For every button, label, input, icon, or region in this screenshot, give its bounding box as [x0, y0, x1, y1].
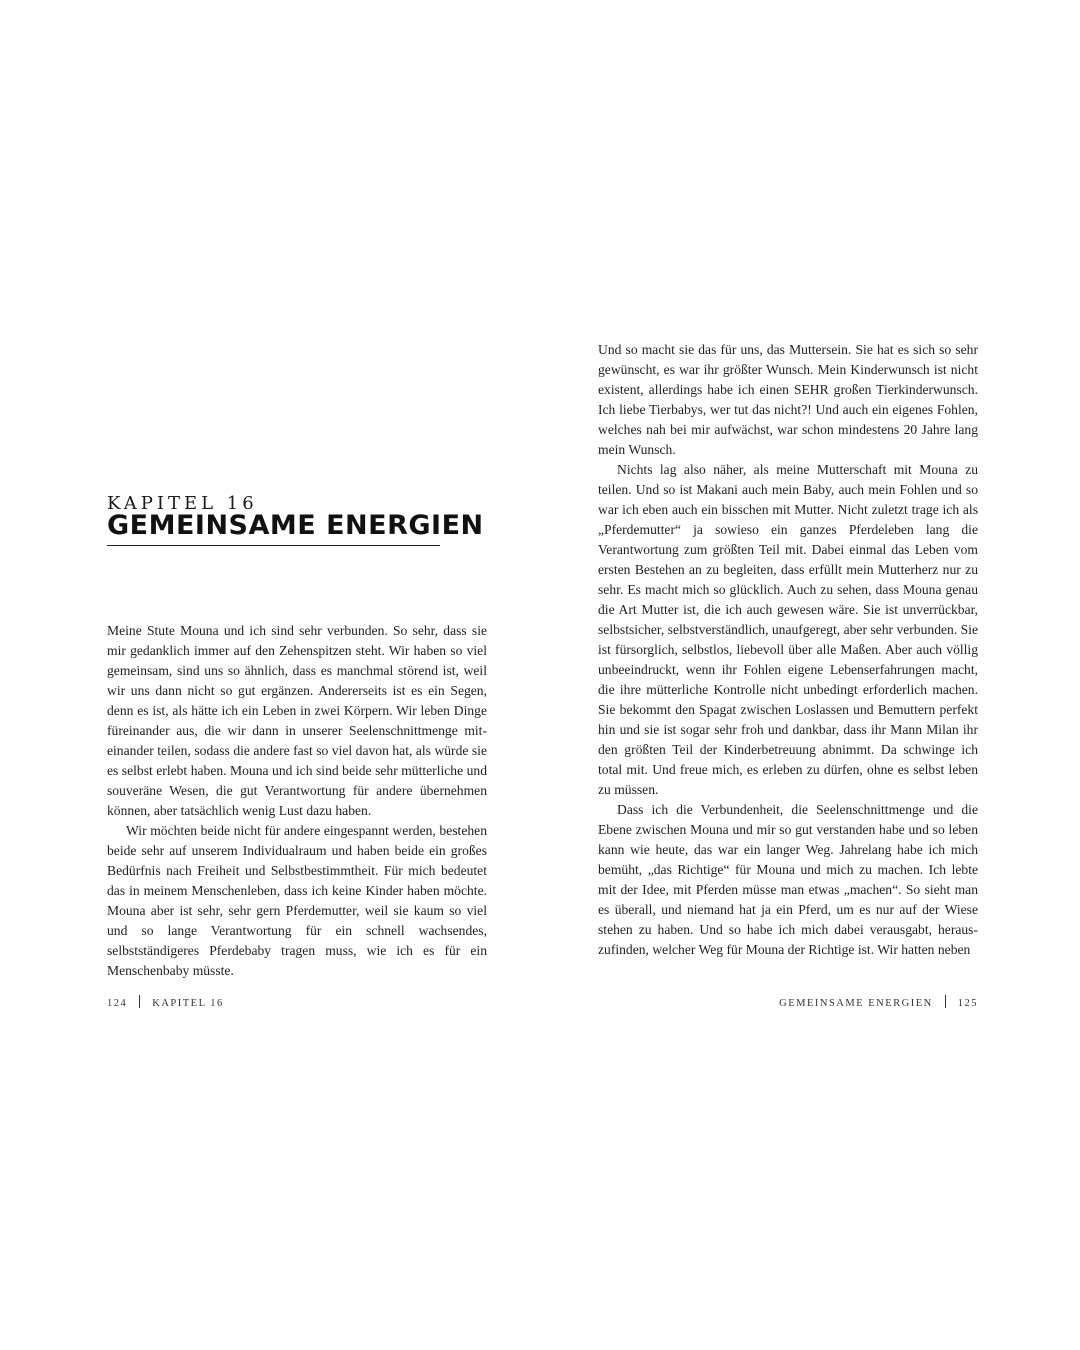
running-head: GEMEINSAME ENERGIEN	[779, 998, 933, 1009]
paragraph: Meine Stute Mouna und ich sind sehr verbunden. So sehr, dass sie mir gedanklich immer auf den Zehenspitzen steht. Wir haben so viel gemeinsam, sind uns so ähnlich, dass es manchmal störend ist, weil wir uns dann nicht so gut ergänzen. Andererseits ist es ein Segen, denn es ist, als hätte ich ein Leben in zwei Körpern. Wir leben Dinge füreinander aus, die wir dann in unserer Seelenschnittmenge miteinander teilen, sodass die andere fast so viel davon hat, als würde sie es selbst erlebt haben. Mouna und ich sind beide sehr mütterliche und souveräne Wesen, die gut Verantwortung für andere übernehmen können, aber tatsächlich wenig Lust dazu haben.	[107, 623, 487, 818]
page-number: 125	[957, 998, 978, 1009]
chapter-title: GEMEINSAME ENERGIEN	[107, 510, 484, 541]
paragraph: Nichts lag also näher, als meine Mutterschaft mit Mouna zu teilen. Und so ist Makani auch mein Baby, auch mein Fohlen und so war ich eben auch ein bisschen mit Mutter. Nicht zuletzt trage ich als „Pferdemutter“ ja sowieso ein ganzes Pferdeleben lang die Verantwortung zum größten Teil mit. Dabei einmal das Leben vom ersten Bestehen an zu begleiten, dass erfüllt mein Mutterherz nur zu sehr. Es macht mich so glücklich. Auch zu sehen, dass Mouna genau die Art Mutter ist, die ich auch gewesen wäre. Sie ist unverrückbar, selbstsicher, selbstverständlich, unaufgeregt, aber sehr verbunden. Sie ist fürsorglich, selbstlos, liebevoll über alle Maßen. Aber auch völlig unbeeindruckt, wenn ihr Fohlen eigene Lebenserfahrungen macht, die ihre mütterliche Kontrolle nicht unbedingt erforderlich machen. Sie bekommt den Spagat zwischen Loslassen und Bemuttern perfekt hin und sie ist sogar sehr froh und dankbar, dass ihr Mann Milan ihr den größten Teil der Kinderbetreuung abnimmt. Da schwinge ich total mit. Und freue mich, es erleben zu dürfen, ohne es selbst leben zu müssen.	[598, 462, 978, 797]
right-page-body	[598, 340, 978, 960]
footer-divider	[945, 995, 946, 1008]
left-page-body	[107, 621, 487, 981]
paragraph: Dass ich die Verbundenheit, die Seelenschnittmenge und die Ebene zwischen Mouna und mir so gut verstanden habe und so leben kann wie heute, das war ein langer Weg. Jahrelang habe ich mich bemüht, „das Richtige“ für Mouna und mich zu machen. Ich lebte mit der Idee, mit Pferden müsse man etwas „machen“. So sieht man es überall, und niemand hat ja ein Pferd, um es nur auf der Wiese stehen zu haben. Und so habe ich mich dabei verausgabt, herauszufinden, welcher Weg für Mouna der Richtige ist. Wir hatten neben	[598, 802, 978, 957]
page-number: 124	[107, 998, 128, 1009]
left-page-footer	[107, 995, 224, 1009]
paragraph: Wir möchten beide nicht für andere eingespannt werden, bestehen beide sehr auf unserem Individualraum und haben beide ein großes Bedürfnis nach Freiheit und Selbstbestimmtheit. Für mich bedeutet das in meinem Menschenleben, dass ich keine Kinder haben möchte. Mouna aber ist sehr, sehr gern Pferdemutter, weil sie kaum so viel und so lange Verantwortung für ein schnell wachsendes, selbstständigeres Pferdebaby tragen muss, wie ich es für ein Menschenbaby müsste.	[107, 823, 487, 978]
title-underline	[107, 545, 440, 546]
running-head: KAPITEL 16	[152, 998, 224, 1009]
right-page-footer	[779, 995, 978, 1009]
footer-divider	[139, 995, 140, 1008]
paragraph: Und so macht sie das für uns, das Muttersein. Sie hat es sich so sehr gewünscht, es war ihr größter Wunsch. Mein Kinderwunsch ist nicht existent, allerdings habe ich einen SEHR großen Tierkinderwunsch. Ich liebe Tierbabys, wer tut das nicht?! Und auch ein eigenes Fohlen, welches nah bei mir aufwächst, war schon mindestens 20 Jahre lang mein Wunsch.	[598, 342, 978, 457]
chapter-label: KAPITEL 16	[107, 493, 258, 514]
